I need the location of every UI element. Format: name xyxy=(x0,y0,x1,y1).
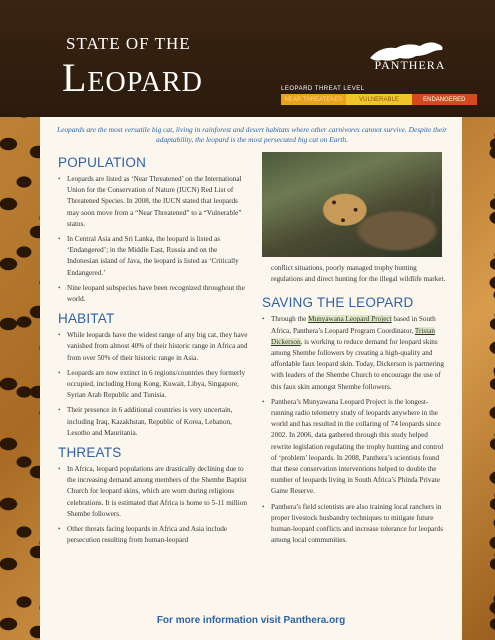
threats-heading: THREATS xyxy=(58,445,122,461)
threat-endangered: ENDANGERED xyxy=(412,94,477,105)
list-item: • Leopards are listed as ‘Near Threatened’ on the International Union for the Conservation of Nature (IUCN) Red List of Threatened Species. In 2008, the IUCN stated that leopards may soon move from a “Near Threatened” to a “Vulnerable” status. xyxy=(58,174,248,230)
title-small: STATE OF THE xyxy=(66,34,191,53)
list-item: • In Central Asia and Sri Lanka, the leopard is listed as ‘Endangered’; in the Middle East, Russia and on the Indonesian island of Java, the leopard is listed as ‘Critically Endangered.’ xyxy=(58,234,248,279)
threats-continued: conflict situations, poorly managed trophy hunting regulations and direct hunting for the illegal wildlife market. xyxy=(271,264,446,284)
list-item: • Their presence in 6 additional countries is very uncertain, including Iraq, Kazakhstan, Republic of Korea, Lebanon, Lesotho and Mauritania. xyxy=(58,405,248,439)
threat-vulnerable: VULNERABLE xyxy=(346,94,411,105)
brand-name: PANTHERA xyxy=(374,58,446,72)
threat-level-bar xyxy=(281,94,477,105)
threat-level-label: LEOPARD THREAT LEVEL xyxy=(281,86,365,92)
list-item xyxy=(262,314,448,392)
tristan-dickerson-link[interactable]: Tristan Dickerson xyxy=(271,326,435,346)
saving-heading: SAVING THE LEOPARD xyxy=(262,295,414,311)
text-span: based in South Africa, Panthera’s Leopard Program Coordinator, xyxy=(271,315,436,335)
list-item: • Panthera’s field scientists are also training local ranchers in proper livestock husbandry techniques to mitigate future human-leopard conflicts and increase tolerance for leopards among local communities. xyxy=(262,502,448,547)
list-item: • Panthera’s Munyawana Leopard Project is the longest-running radio telemetry study of leopards anywhere in the world and has resulted in the collaring of 74 leopards since 2002. In 2006, data gathered through this study helped rewrite legislation regulating the trophy hunting and control of ‘problem’ leopards. In 2008, Panthera’s scientists found that these conservation interventions helped to double the number of leopards living in South Africa’s Phinda Private Game Reserve. xyxy=(262,397,448,498)
page-title: Leopard xyxy=(62,55,203,100)
munyawana-project-link[interactable]: Munyawana Leopard Project xyxy=(308,315,392,324)
population-section xyxy=(58,155,248,305)
list-item: • While leopards have the widest range of any big cat, they have vanished from almost 40% of their historic range in Africa and from over 50% of their historic range in Asia. xyxy=(58,330,248,364)
right-column xyxy=(262,152,448,550)
list-item: • In Africa, leopard populations are drastically declining due to the increasing demand among members of the Shembe Baptist Church for leopard skins, which are worn during religious celebrations. It is estimated that Africa is home to 5-11 million Shembe followers. xyxy=(58,464,248,520)
habitat-section xyxy=(58,311,248,439)
list-item: • Nine leopard subspecies have been recognized throughout the world. xyxy=(58,283,248,305)
photo-credit: Christian Sperka xyxy=(430,174,437,212)
list-item: • Leopards are now extinct in 6 regions/countries they formerly occupied, including Hong Kong, Kuwait, Libya, Singapore, Syrian Arab Republic and Tunisia. xyxy=(58,368,248,402)
intro-text: Leopards are the most versatile big cat, living in rainforest and desert habitats where other carnivores cannot survive. Despite their adaptability, the leopard is the most persecuted big cat on Earth. xyxy=(56,125,448,144)
left-column xyxy=(58,155,248,552)
header-banner xyxy=(0,0,495,117)
population-heading: POPULATION xyxy=(58,155,147,170)
text-span: , is working to reduce demand for leopard skins among Shembe followers by creating a high-quality and affordable faux leopard skin. Today, Dickerson is partnering with leaders of the Shembe Church to encourage the use of this faux skin amongst Shembe followers. xyxy=(271,337,445,391)
content-panel xyxy=(40,117,462,640)
footer-link[interactable]: For more information visit Panthera.org xyxy=(156,615,346,626)
list-item: • Other threats facing leopards in Africa and Asia include persecution resulting from human-leopard xyxy=(58,524,248,546)
threats-section xyxy=(58,445,248,546)
habitat-heading: HABITAT xyxy=(58,311,115,327)
threat-near-threatened: NEAR THREATENED xyxy=(281,94,346,105)
text-span: Through the xyxy=(271,315,309,324)
leopard-photo xyxy=(262,152,442,257)
